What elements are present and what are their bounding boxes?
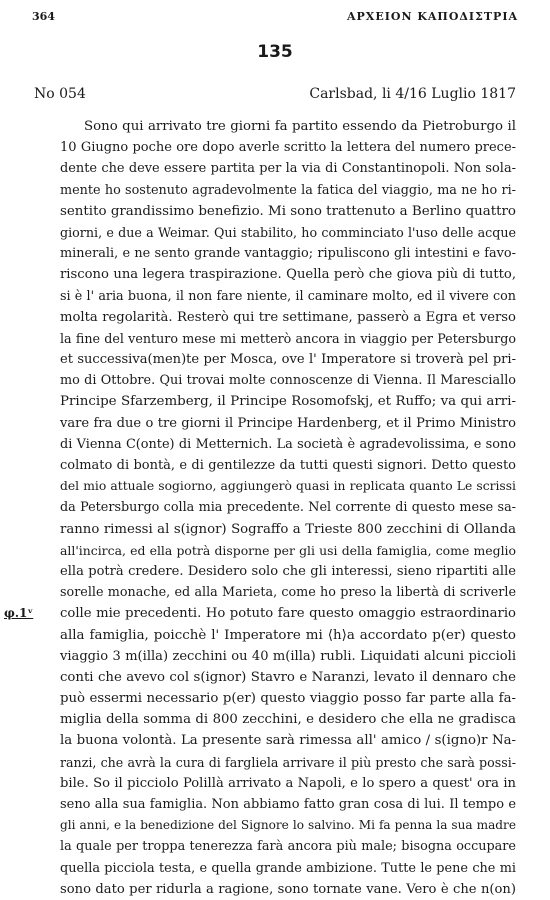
text-line: gli anni, e la benedizione del Signore lo salvino. Mi fa penna la sua madre bbox=[60, 818, 516, 833]
text-line: la quale per troppa tenerezza farà ancora più male; bisogna occupare bbox=[60, 839, 516, 855]
text-line: può essermi necessario p(er) questo viaggio posso far parte alla fa- bbox=[60, 691, 516, 707]
text-line: sentito grandissimo benefizio. Mi sono trattenuto a Berlino quattro bbox=[60, 203, 516, 219]
text-line: 10 Giugno poche ore dopo averle scritto la lettera del numero prece- bbox=[60, 140, 516, 156]
text-line: la buona volontà. La presente sarà rimessa all' amico / s(igno)r Na- bbox=[60, 733, 516, 749]
text-line: Sono qui arrivato tre giorni fa partito essendo da Pietroburgo il bbox=[84, 119, 516, 134]
text-line: all'incirca, ed ella potrà disporne per gli usi della famiglia, come meglio bbox=[60, 542, 516, 558]
text-line: la fine del venturo mese mi metterò ancora in viaggio per Petersburgo bbox=[60, 330, 516, 346]
text-line: viaggio 3 m(illa) zecchini ou 40 m(illa) rubli. Liquidati alcuni piccioli bbox=[60, 648, 516, 664]
text-line: dente che deve essere partita per la via di Constantinopoli. Non sola- bbox=[60, 161, 516, 177]
text-line: miglia della somma di 800 zecchini, e desidero che ella ne gradisca bbox=[60, 712, 516, 728]
text-line: ella potrà credere. Desidero solo che gli interessi, sieno ripartiti alle bbox=[60, 563, 516, 579]
text-line: mente ho sostenuto agradevolmente la fatica del viaggio, ma ne ho ri- bbox=[60, 182, 516, 198]
text-line: quella picciola testa, e quella grande ambizione. Tutte le pene che mi bbox=[60, 860, 516, 876]
folio-margin-note bbox=[4, 606, 33, 620]
text-line: giorni, e due a Weimar. Qui stabilito, ho comminciato l'uso delle acque bbox=[60, 224, 516, 240]
text-line: mo di Ottobre. Qui trovai molte connoscenze di Vienna. Il Maresciallo bbox=[60, 373, 516, 389]
text-line: alla famiglia, poicchè l' Imperatore mi ⟨h⟩a accordato p(er) questo bbox=[60, 627, 516, 643]
text-line: seno alla sua famiglia. Non abbiamo fatto gran cosa di lui. Il tempo e bbox=[60, 797, 516, 812]
text-line: Principe Sfarzemberg, il Principe Rosomofskj, et Ruffo; va qui arri- bbox=[60, 394, 516, 410]
text-line: et successiva(men)te per Mosca, ove l' Imperatore si troverà pel pri- bbox=[60, 352, 516, 368]
text-line: conti che avevo col s(ignor) Stavro e Naranzi, levato il dennaro che bbox=[60, 669, 516, 685]
page-number: 364 bbox=[32, 10, 55, 23]
folio-marker: φ.1ᵛ bbox=[4, 606, 34, 620]
text-line: sorelle monache, ed alla Marieta, come ho preso la libertà di scriverle bbox=[60, 585, 516, 601]
letter-reference: No 054 bbox=[34, 86, 86, 102]
text-line: vare fra due o tre giorni il Principe Hardenberg, et il Primo Ministro bbox=[60, 415, 516, 431]
text-line: sono dato per ridurla a ragione, sono tornate vane. Vero è che n(on) bbox=[60, 881, 516, 897]
text-line: bile. So il picciolo Polillà arrivato a Napoli, e lo spero a quest' ora in bbox=[60, 775, 516, 791]
text-line: si è l' aria buona, il non fare niente, il caminare molto, ed il vivere con bbox=[60, 288, 516, 304]
text-line: del mio attuale sogiorno, aggiungerò quasi in replicata quanto Le scrissi bbox=[60, 479, 516, 494]
letter-header bbox=[34, 86, 516, 106]
text-line: ranzi, che avrà la cura di fargliela arrivare il più presto che sarà possi- bbox=[60, 754, 516, 770]
text-line: ranno rimessi al s(ignor) Sograffo a Trieste 800 zecchini di Ollanda bbox=[60, 521, 516, 537]
text-line: riscono una legera traspirazione. Quella però che giova più di tutto, bbox=[60, 267, 516, 283]
document-number: 135 bbox=[257, 42, 293, 62]
text-line: da Petersburgo colla mia precedente. Nel corrente di questo mese sa- bbox=[60, 500, 516, 516]
letter-place-date: Carlsbad, li 4/16 Luglio 1817 bbox=[309, 86, 516, 102]
letter-body bbox=[60, 116, 516, 900]
text-line: molta regolarità. Resterò qui tre settimane, passerò a Egra et verso bbox=[60, 309, 516, 325]
text-line: di Vienna C(onte) di Metternich. La società è agradevolissima, e sono bbox=[60, 436, 516, 452]
running-title: ΑΡΧΕΙΟΝ ΚΑΠΟΔΙΣΤΡΙΑ bbox=[347, 10, 518, 23]
text-line: colle mie precedenti. Ho potuto fare questo omaggio estraordinario bbox=[60, 606, 516, 622]
text-line: colmato di bontà, e di gentilezze da tutti questi signori. Detto questo bbox=[60, 458, 516, 473]
text-line: minerali, e ne sento grande vantaggio; ripuliscono gli intestini e favo- bbox=[60, 246, 516, 262]
running-head bbox=[32, 10, 518, 26]
